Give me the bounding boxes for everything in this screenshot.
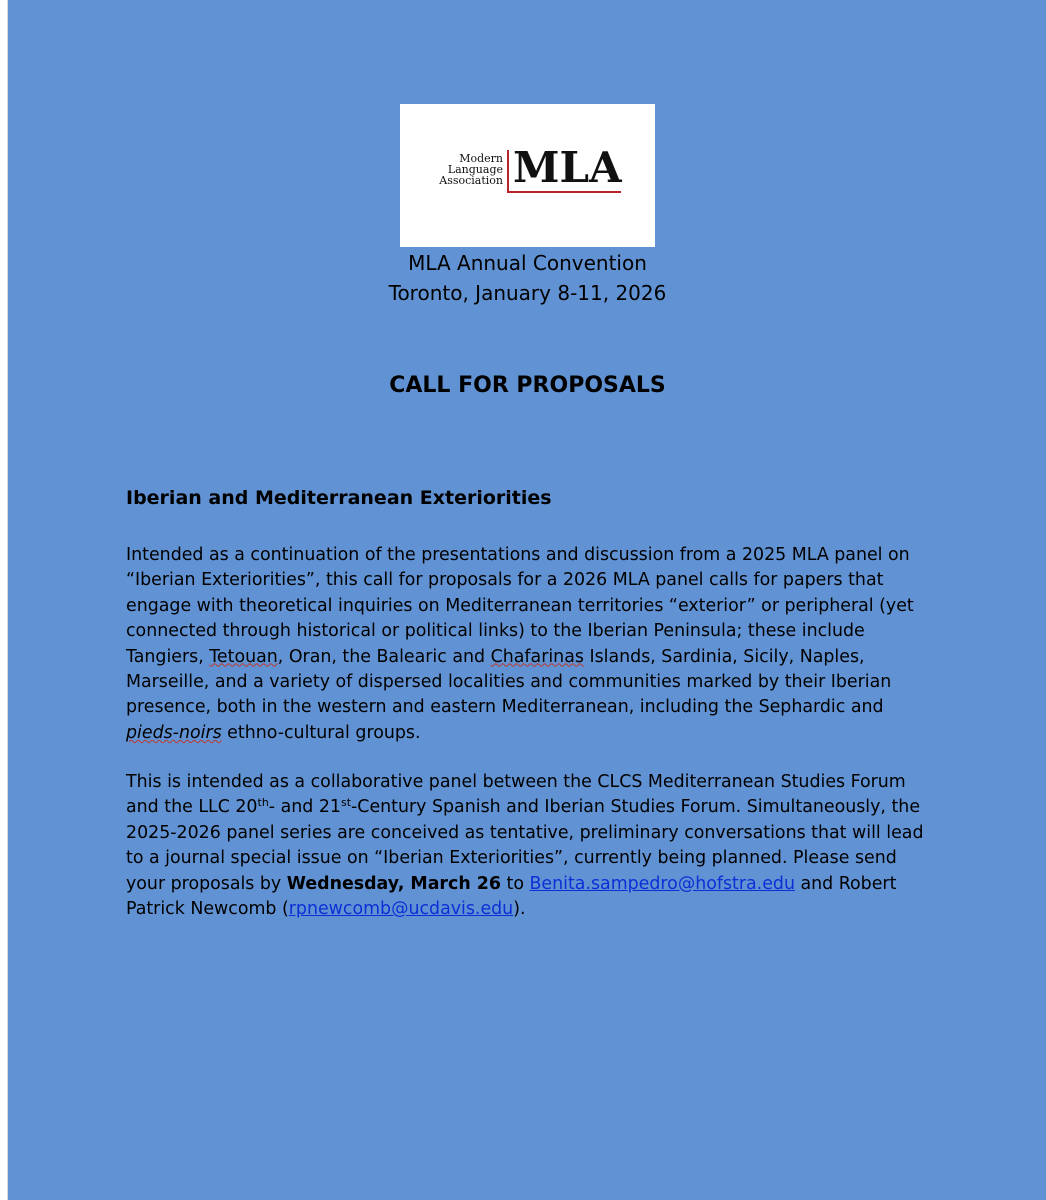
p2-text: and Robert (794, 873, 897, 894)
mla-logo (400, 104, 655, 247)
p1-line: “Iberian Exteriorities”, this call for proposals for a 2026 MLA panel calls for papers that (126, 570, 884, 591)
email-link-newcomb[interactable]: rpnewcomb@ucdavis.edu (288, 899, 514, 920)
p2-line: to a journal special issue on “Iberian Exteriorities”, currently being planned. Please send (126, 848, 897, 869)
logo-line-association: Association (439, 174, 503, 187)
p1-line: presence, both in the western and eastern Mediterranean, including the Sephardic and (126, 697, 884, 718)
superscript-th: th (257, 796, 269, 810)
p1-text: Islands, Sardinia, Sicily, Naples, (583, 646, 865, 667)
p2-text: - and 21 (268, 797, 341, 818)
paragraph-submission (126, 770, 926, 922)
p2-text: and the LLC 20 (126, 797, 258, 818)
p2-text: to (500, 873, 530, 894)
p1-line: Intended as a continuation of the presentations and discussion from a 2025 MLA panel on (126, 545, 910, 565)
email-link-sampedro[interactable]: Benita.sampedro@hofstra.edu (529, 873, 795, 894)
p2-text: -Century Spanish and Iberian Studies Forum. Simultaneously, the (351, 797, 921, 818)
p2-text: Patrick Newcomb ( (126, 899, 289, 920)
p2-line: This is intended as a collaborative panel between the CLCS Mediterranean Studies Forum (126, 772, 906, 792)
deadline-date: Wednesday, March 26 (286, 873, 501, 894)
p1-line: Marseille, and a variety of dispersed localities and communities marked by their Iberian (126, 672, 892, 693)
p2-text: ). (513, 899, 526, 920)
p1-line: engage with theoretical inquiries on Mediterranean territories “exterior” or peripheral (yet (126, 595, 914, 616)
logo-line-modern: Modern (459, 152, 503, 165)
paragraph-description (126, 543, 926, 746)
superscript-st: st (340, 796, 352, 810)
logo-acronym: MLA (513, 143, 622, 192)
panel-title: Iberian and Mediterranean Exteriorities (126, 487, 552, 509)
p2-line: 2025-2026 panel series are conceived as tentative, preliminary conversations that will lead (126, 822, 924, 843)
convention-title: MLA Annual Convention (408, 251, 647, 275)
document-page (7, 0, 1046, 1200)
logo-red-bar (507, 150, 509, 193)
p1-line: connected through historical or political links) to the Iberian Peninsula; these include (126, 621, 865, 642)
call-for-proposals-heading: CALL FOR PROPOSALS (389, 373, 666, 398)
place-tetouan: Tetouan (209, 646, 278, 667)
p1-text: Tangiers, (126, 646, 210, 667)
place-chafarinas: Chafarinas (490, 646, 584, 667)
term-pieds-noirs: pieds-noirs (126, 722, 222, 743)
logo-line-language: Language (447, 163, 503, 176)
logo-name-text (439, 153, 503, 186)
convention-location-date: Toronto, January 8-11, 2026 (388, 281, 667, 305)
p2-text: your proposals by (126, 873, 287, 894)
p1-text: ethno-cultural groups. (221, 722, 421, 743)
p1-text: , Oran, the Balearic and (277, 646, 491, 667)
